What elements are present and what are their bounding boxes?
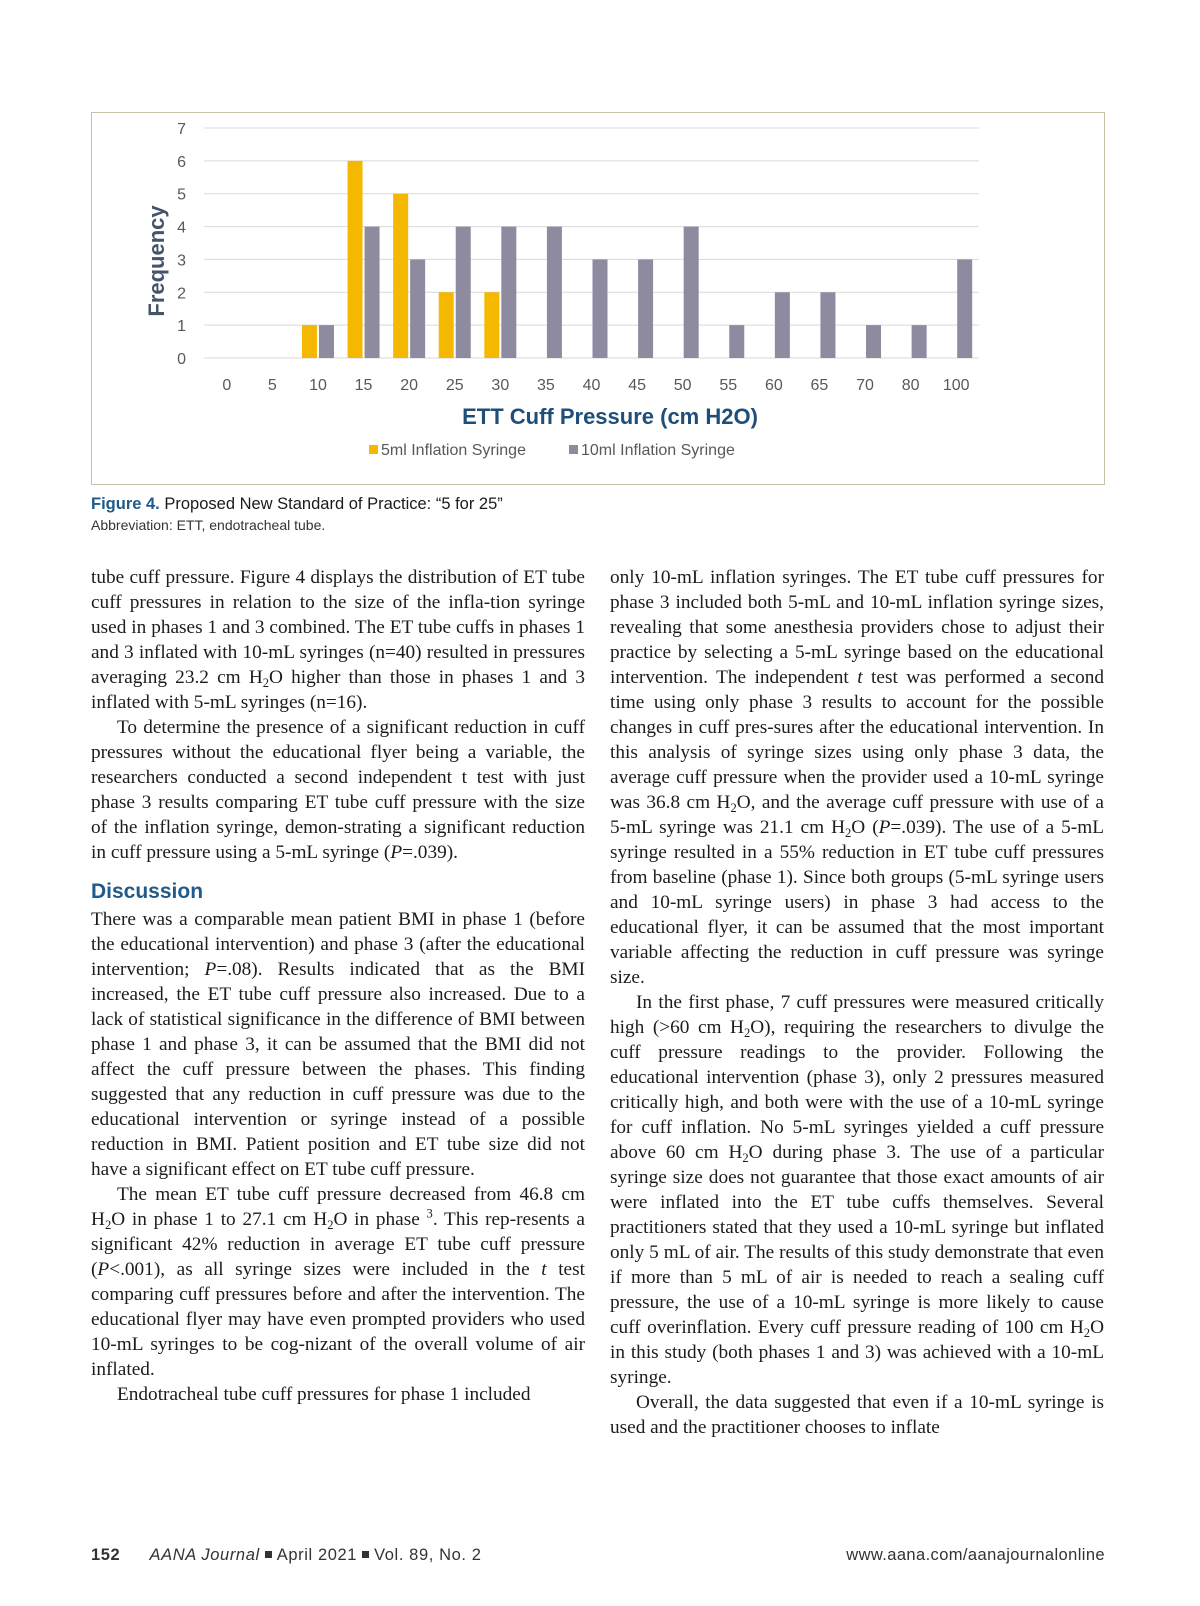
bar-10ml-20 — [410, 259, 425, 358]
x-tick-label: 35 — [537, 377, 555, 394]
figure-4-chart — [91, 112, 1105, 485]
bar-10ml-25 — [456, 227, 471, 358]
figure-title: Proposed New Standard of Practice: “5 for 25” — [164, 495, 503, 513]
paragraph: tube cuff pressure. Figure 4 displays the distribution of ET tube cuff pressures in relation to the size of the infla-tion syringe used in phases 1 and 3 combined. The ET tube cuffs in phases 1 and 3 inflated with 10-mL syringes (n=40) resulted in pressures averaging 23.2 cm $H_2O$ higher than those in phases 1 and 3 inflated with 5-mL syringes (n=16). — [91, 567, 585, 713]
bar-10ml-70 — [866, 325, 881, 358]
paragraph: Overall, the data suggested that even if a 10-mL syringe is used and the practitioner chooses to inflate — [610, 1392, 1104, 1438]
bar-10ml-100 — [957, 259, 972, 358]
paragraph: The mean ET tube cuff pressure decreased from 46.8 cm $H_2O$ in phase 1 to 27.1 cm $H_2O$ in phase $^3$. This rep-resents a significant 42% reduction in average ET tube cuff pressure (P<.001), as all syringe sizes were included in the t test comparing cuff pressures before and after the intervention. The educational flyer may have even prompted providers who used 10-mL syringes to be cog-nizant of the overall volume of air inflated. — [91, 1184, 585, 1380]
bar-5ml-10 — [302, 325, 317, 358]
x-tick-label: 30 — [491, 377, 510, 394]
bar-10ml-65 — [820, 292, 835, 358]
bar-5ml-15 — [348, 161, 363, 358]
y-tick-label: 5 — [177, 186, 186, 204]
separator-square-icon — [362, 1551, 369, 1558]
x-tick-label: 40 — [582, 377, 601, 394]
legend-swatch-5ml — [369, 445, 378, 454]
bar-10ml-50 — [684, 227, 699, 358]
paragraph: In the first phase, 7 cuff pressures were measured critically high (>60 cm $H_2O$), requiring the researchers to divulge the cuff pressure readings to the provider. Following the educational intervention (phase 3), only 2 pressures measured critically high, and both were with the use of a 10-mL syringe for cuff inflation. No 5-mL syringes yielded a cuff pressure above 60 cm $H_2O$ during phase 3. The use of a particular syringe size does not guarantee that those exact amounts of air were inflated into the ET tube cuffs themselves. Several practitioners stated that they used a 10-mL syringe but inflated only 5 mL of air. The results of this study demonstrate that even if more than 5 mL of air is needed to reach a sealing cuff pressure, the use of a 10-mL syringe is more likely to cause cuff overinflation. Every cuff pressure reading of 100 cm $H_2O$ in this study (both phases 1 and 3) was achieved with a 10-mL syringe. — [610, 992, 1105, 1388]
x-tick-label: 100 — [942, 377, 970, 394]
y-tick-label: 6 — [177, 153, 186, 171]
bar-10ml-60 — [775, 292, 790, 358]
bar-10ml-35 — [547, 227, 562, 358]
bar-10ml-30 — [501, 227, 516, 358]
journal-name: AANA Journal — [149, 1546, 260, 1564]
x-tick-label: 10 — [309, 377, 327, 394]
paragraph: There was a comparable mean patient BMI in phase 1 (before the educational intervention) and phase 3 (after the educational intervention; P=.08). Results indicated that as the BMI increased, the ET tube cuff pressure also increased. Due to a lack of statistical significance in the difference of BMI between phase 1 and phase 3, it can be assumed that the BMI did not affect the cuff pressure between the phases. This finding suggested that any reduction in cuff pressure was due to the educational intervention or syringe instead of a possible reduction in BMI. Patient position and ET tube size did not have a significant effect on ET tube cuff pressure. — [91, 909, 585, 1180]
x-tick-label: 80 — [901, 377, 920, 394]
y-tick-label: 1 — [177, 318, 186, 336]
legend-label-5ml: 5ml Inflation Syringe — [381, 442, 526, 459]
y-tick-label: 4 — [177, 219, 186, 237]
bar-10ml-40 — [593, 259, 608, 358]
x-tick-label: 15 — [354, 377, 373, 394]
bar-5ml-20 — [393, 194, 408, 358]
page-number: 152 — [91, 1546, 121, 1564]
x-tick-label: 45 — [628, 377, 646, 394]
paragraph: To determine the presence of a significant reduction in cuff pressures without the educational flyer being a variable, the researchers conducted a second independent t test with just phase 3 results comparing ET tube cuff pressure with the size of the inflation syringe, demon-strating a significant reduction in cuff pressure using a 5-mL syringe (P=.039). — [91, 717, 585, 863]
y-tick-label: 7 — [177, 121, 186, 138]
issue-date: April 2021 — [276, 1546, 358, 1564]
right-column — [610, 565, 1104, 1440]
x-tick-label: 0 — [222, 377, 232, 394]
bar-5ml-30 — [484, 292, 499, 358]
bar-10ml-15 — [365, 227, 380, 358]
section-heading-discussion: Discussion — [91, 880, 204, 903]
y-tick-label: 2 — [177, 285, 186, 303]
x-tick-label: 70 — [856, 377, 874, 394]
x-axis-label: ETT Cuff Pressure (cm H2O) — [462, 404, 758, 429]
bar-5ml-25 — [439, 292, 454, 358]
x-tick-label: 65 — [810, 377, 829, 394]
y-axis-label: Frequency — [144, 205, 169, 317]
figure-label: Figure 4. — [91, 495, 160, 513]
journal-url[interactable]: www.aana.com/aanajournalonline — [846, 1546, 1105, 1564]
figure-abbreviation: Abbreviation: ETT, endotracheal tube. — [91, 517, 326, 533]
paragraph: only 10-mL inflation syringes. The ET tube cuff pressures for phase 3 included both 5-mL and 10-mL inflation syringe sizes, revealing that some anesthesia providers chose to adjust their practice by selecting a 5-mL syringe based on the educational intervention. The independent t test was performed a second time using only phase 3 results to account for the possible changes in cuff pres-sures after the educational intervention. In this analysis of syringe sizes using only phase 3 data, the average cuff pressure when the provider used a 10-mL syringe was 36.8 cm $H_2O$, and the average cuff pressure with use of a 5-mL syringe was 21.1 cm $H_2O$ (P=.039). The use of a 5-mL syringe resulted in a 55% reduction in ET tube cuff pressures from baseline (phase 1). Since both groups (5-mL syringe users and 10-mL syringe users) in phase 3 had access to the educational flyer, it can be assumed that the most important variable affecting the reduction in cuff pressure was syringe size. — [610, 567, 1105, 988]
x-tick-label: 25 — [445, 377, 464, 394]
x-tick-label: 60 — [764, 377, 783, 394]
x-tick-label: 5 — [267, 377, 277, 394]
issue-volume: Vol. 89, No. 2 — [374, 1546, 482, 1564]
chart-legend — [369, 442, 735, 459]
bar-chart — [92, 113, 1104, 484]
bar-10ml-10 — [319, 325, 334, 358]
separator-square-icon — [265, 1551, 272, 1558]
bar-10ml-45 — [638, 259, 653, 358]
page-footer — [91, 1546, 1105, 1570]
y-tick-label: 3 — [177, 252, 186, 270]
y-tick-label: 0 — [177, 351, 186, 368]
bar-10ml-80 — [912, 325, 927, 358]
paragraph: Endotracheal tube cuff pressures for phase 1 included — [117, 1384, 531, 1405]
left-column — [91, 565, 585, 1407]
x-tick-label: 55 — [719, 377, 738, 394]
legend-swatch-10ml — [569, 445, 578, 454]
x-tick-label: 20 — [400, 377, 419, 394]
x-tick-label: 50 — [673, 377, 692, 394]
bar-10ml-55 — [729, 325, 744, 358]
legend-label-10ml: 10ml Inflation Syringe — [581, 442, 735, 459]
figure-caption — [91, 494, 891, 534]
